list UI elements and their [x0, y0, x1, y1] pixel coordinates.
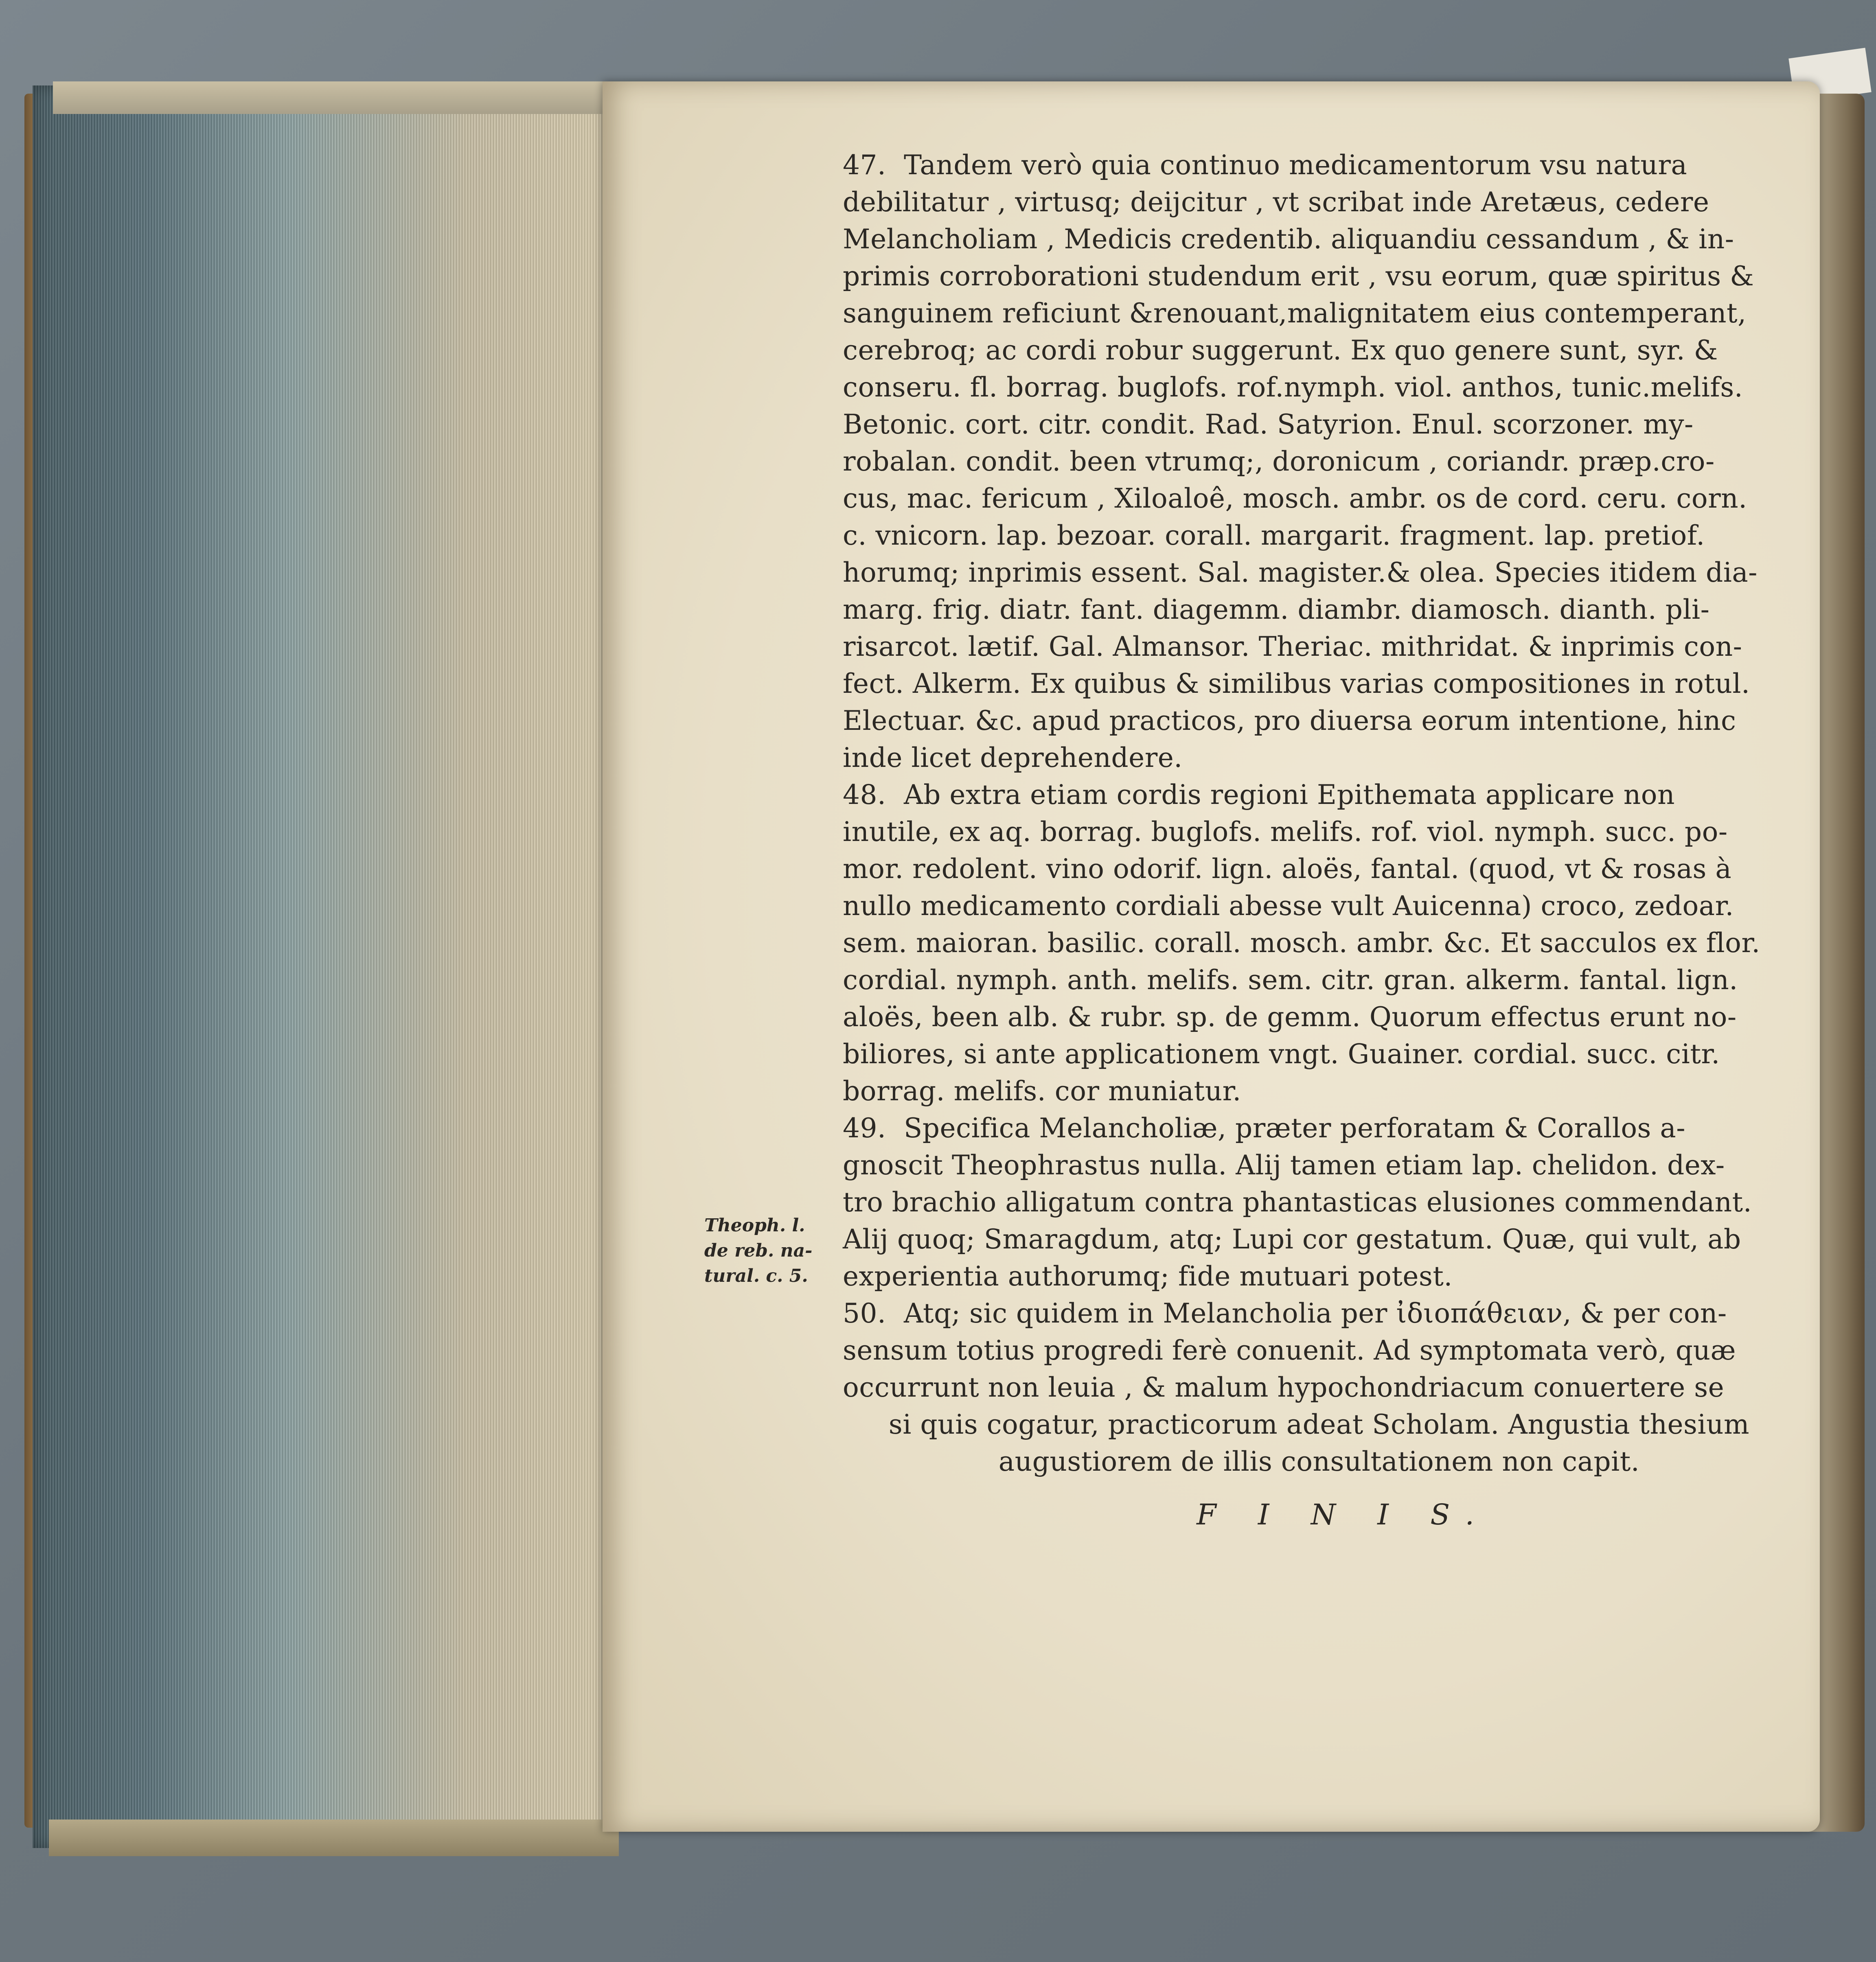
paragraph-47-line: primis corroborationi studendum erit , vsu eorum, quæ spiritus & — [843, 261, 1754, 292]
book-page-edges — [33, 85, 611, 1848]
paragraph-50-line: sensum totius progredi ferè conuenit. Ad symptomata verò, quæ — [843, 1335, 1736, 1366]
paragraph-47-line: Betonic. cort. citr. condit. Rad. Satyrion. Enul. scorzoner. my- — [843, 409, 1694, 440]
paragraph-49-line: Alij quoq; Smaragdum, atq; Lupi cor gestatum. Quæ, qui vult, ab — [843, 1224, 1741, 1255]
paragraph-47-line: sanguinem reficiunt &renouant,malignitatem eius contemperant, — [843, 298, 1747, 329]
paragraph-50-line: 50. Atq; sic quidem in Melancholia per ἰδιοπάθειαν, & per con- — [843, 1295, 1795, 1332]
paragraph-47-line: fect. Alkerm. Ex quibus & similibus varias compositiones in rotul. — [843, 668, 1750, 699]
paragraph-49-line: 49. Specifica Melancholiæ, præter perforatam & Corallos a- — [843, 1110, 1795, 1147]
paragraph-47-line: conseru. fl. borrag. buglofs. rof.nymph. viol. anthos, tunic.melifs. — [843, 372, 1743, 403]
paragraph-48-line: cordial. nymph. anth. melifs. sem. citr. gran. alkerm. fantal. lign. — [843, 964, 1738, 996]
paragraph-47-line: cus, mac. fericum , Xiloaloê, mosch. ambr. os de cord. ceru. corn. — [843, 483, 1747, 514]
paragraph-47-line: risarcot. lætif. Gal. Almansor. Theriac. mithridat. & inprimis con- — [843, 631, 1742, 662]
paragraph-number: 50. — [843, 1298, 886, 1329]
paragraph-47-line: debilitatur , virtusq; deijcitur , vt scribat inde Aretæus, cedere — [843, 186, 1709, 218]
paragraph-47-line: Melancholiam , Medicis credentib. aliquandiu cessandum , & in- — [843, 223, 1734, 255]
book-top-edge — [53, 81, 615, 114]
paragraph-47-line: horumq; inprimis essent. Sal. magister.& olea. Species itidem dia- — [843, 557, 1758, 588]
paragraph-number: 47. — [843, 149, 886, 181]
paragraph-48-line: sem. maioran. basilic. corall. mosch. ambr. &c. Et sacculos ex flor. — [843, 927, 1760, 959]
paragraph-48-line: borrag. melifs. cor muniatur. — [843, 1075, 1241, 1107]
paragraph-47-line: marg. frig. diatr. fant. diagemm. diambr. diamosch. dianth. pli- — [843, 594, 1710, 625]
paragraph-49-line: experientia authorumq; fide mutuari potest. — [843, 1261, 1453, 1292]
paragraph-47-line: inde licet deprehendere. — [843, 742, 1183, 773]
paragraph-48-line: nullo medicamento cordiali abesse vult Auicenna) croco, zedoar. — [843, 890, 1734, 922]
margin-note — [704, 1213, 839, 1289]
paragraph-50-line: occurrunt non leuia , & malum hypochondriacum conuertere se — [843, 1372, 1725, 1403]
paragraph-number: 49. — [843, 1112, 886, 1144]
paragraph-48-line: 48. Ab extra etiam cordis regioni Epithemata applicare non — [843, 776, 1795, 813]
paragraph-47-line: cerebroq; ac cordi robur suggerunt. Ex quo genere sunt, syr. & — [843, 335, 1718, 366]
paragraph-48-line: inutile, ex aq. borrag. buglofs. melifs. rof. viol. nymph. succ. po- — [843, 816, 1728, 847]
paragraph-48-line: aloës, been alb. & rubr. sp. de gemm. Quorum effectus erunt no- — [843, 1001, 1737, 1033]
paragraph-47-line: robalan. condit. been vtrumq;, doronicum , coriandr. præp.cro- — [843, 446, 1715, 477]
paragraph-number: 48. — [843, 779, 886, 810]
margin-note-line: de reb. na- — [704, 1240, 813, 1261]
margin-note-line: Theoph. l. — [704, 1215, 805, 1236]
paragraph-47-line: Electuar. &c. apud practicos, pro diuersa eorum intentione, hinc — [843, 705, 1736, 736]
paragraph-50-line: si quis cogatur, practicorum adeat Scholam. Angustia thesium — [888, 1409, 1750, 1440]
paragraph-47-line: c. vnicorn. lap. bezoar. corall. margarit. fragment. lap. pretiof. — [843, 520, 1705, 551]
paragraph-50-line: augustiorem de illis consultationem non capit. — [998, 1446, 1640, 1477]
finis-heading: F I N I S. — [1197, 1498, 1490, 1531]
paragraph-48-line: biliores, si ante applicationem vngt. Guainer. cordial. succ. citr. — [843, 1038, 1720, 1070]
book-bottom-edge — [49, 1820, 619, 1856]
page-text — [843, 147, 1795, 1533]
paragraph-49-line: tro brachio alligatum contra phantasticas elusiones commendant. — [843, 1187, 1752, 1218]
paragraph-49-line: gnoscit Theophrastus nulla. Alij tamen etiam lap. chelidon. dex- — [843, 1150, 1725, 1181]
paragraph-47-line: 47. Tandem verò quia continuo medicamentorum vsu natura — [843, 147, 1795, 184]
paragraph-48-line: mor. redolent. vino odorif. lign. aloës, fantal. (quod, vt & rosas à — [843, 853, 1732, 885]
margin-note-line: tural. c. 5. — [704, 1266, 808, 1286]
